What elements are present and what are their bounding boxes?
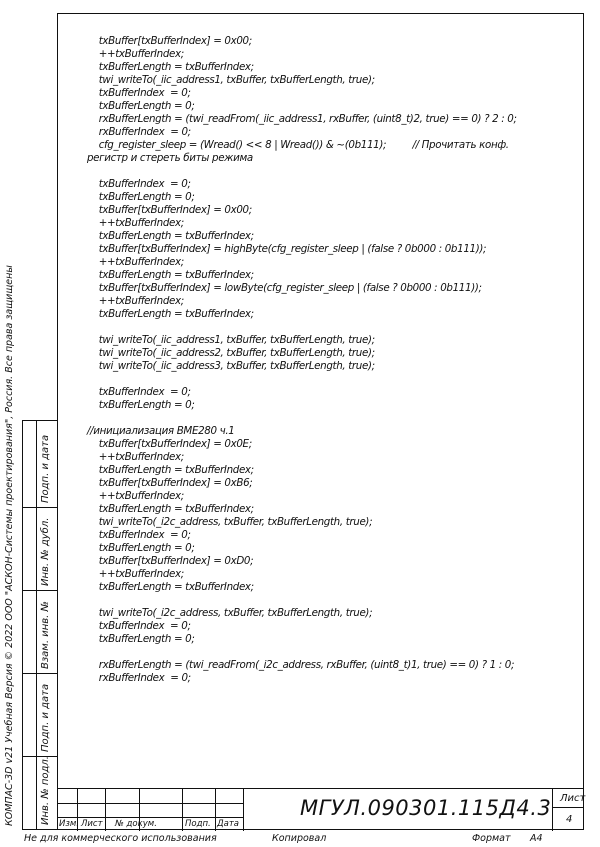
code-line: twi_writeTo(_iic_address1, txBuffer, txBufferLength, true); (87, 74, 375, 86)
code-blank-line (87, 646, 567, 659)
stamp-row-line (57, 803, 243, 804)
code-line: txBufferLength = 0; (87, 100, 195, 112)
code-blank-line (87, 594, 567, 607)
stamp-col-data: Дата (217, 819, 240, 829)
code-line: txBuffer[txBufferIndex] = 0x0E; (87, 438, 252, 450)
code-line: twi_writeTo(_i2c_address, txBuffer, txBufferLength, true); (87, 516, 373, 528)
stamp-col-list: Лист (81, 819, 103, 829)
copyright-vertical: КОМПАС-3D v21 Учебная Версия © 2022 ООО "АСКОН-Системы проектирования", Россия. Все права защищены (4, 265, 15, 826)
code-line: регистр и стереть биты режима (87, 152, 253, 164)
document-code: МГУЛ.090301.115Д4.3 (300, 796, 552, 820)
side-stamp-row-divider (22, 590, 58, 591)
stamp-col-line (243, 789, 244, 831)
stamp-col-line (215, 789, 216, 831)
code-line: rxBufferLength = (twi_readFrom(_iic_address1, rxBuffer, (uint8_t)2, true) == 0) ? 2 : 0; (87, 113, 517, 125)
code-line: twi_writeTo(_iic_address3, txBuffer, txBufferLength, true); (87, 360, 375, 372)
code-blank-line (87, 412, 567, 425)
code-line: twi_writeTo(_i2c_address, txBuffer, txBufferLength, true); (87, 607, 373, 619)
code-line: txBufferLength = 0; (87, 399, 195, 411)
sheet-number: 4 (566, 814, 573, 825)
code-line: ++txBufferIndex; (87, 256, 184, 268)
code-line: txBufferLength = txBufferIndex; (87, 230, 254, 242)
side-label-podp-i-data-top: Подп. и дата (40, 434, 51, 503)
footer-format-value: А4 (530, 833, 543, 844)
code-line: txBufferLength = txBufferIndex; (87, 581, 254, 593)
code-line: twi_writeTo(_iic_address2, txBuffer, txBufferLength, true); (87, 347, 375, 359)
stamp-col-line (552, 789, 553, 831)
code-line: txBuffer[txBufferIndex] = 0x00; (87, 204, 252, 216)
code-line: txBufferIndex = 0; (87, 178, 191, 190)
stamp-col-line (182, 789, 183, 831)
code-line: rxBufferIndex = 0; (87, 126, 191, 138)
code-line: rxBufferIndex = 0; (87, 672, 191, 684)
code-line: rxBufferLength = (twi_readFrom(_i2c_address, rxBuffer, (uint8_t)1, true) == 0) ? 1 : 0; (87, 659, 515, 671)
code-blank-line (87, 165, 567, 178)
code-line: txBuffer[txBufferIndex] = 0xB6; (87, 477, 253, 489)
code-line: txBuffer[txBufferIndex] = 0x00; (87, 35, 252, 47)
code-line: txBufferIndex = 0; (87, 529, 191, 541)
code-line: txBuffer[txBufferIndex] = 0xD0; (87, 555, 254, 567)
sheet-label: Лист (560, 793, 586, 804)
code-line: txBufferLength = 0; (87, 191, 195, 203)
side-label-inv-podl: Инв. № подл. (40, 756, 51, 825)
footer-noncommercial: Не для коммерческого использования (24, 833, 217, 844)
code-line: cfg_register_sleep = (Wread() << 8 | Wread()) & ~(0b111); // Прочитать конф. (87, 139, 509, 151)
side-label-vzam-inv: Взам. инв. № (40, 601, 51, 669)
code-line: ++txBufferIndex; (87, 295, 184, 307)
code-line: ++txBufferIndex; (87, 490, 184, 502)
code-line: ++txBufferIndex; (87, 451, 184, 463)
stamp-col-line (105, 789, 106, 831)
code-line: ++txBufferIndex; (87, 217, 184, 229)
code-line: txBufferLength = txBufferIndex; (87, 503, 254, 515)
code-line: txBufferIndex = 0; (87, 87, 191, 99)
code-line: txBuffer[txBufferIndex] = lowByte(cfg_register_sleep | (false ? 0b000 : 0b111)); (87, 282, 482, 294)
side-stamp-row-divider (22, 507, 58, 508)
code-line: txBuffer[txBufferIndex] = highByte(cfg_register_sleep | (false ? 0b000 : 0b111)); (87, 243, 487, 255)
side-label-inv-dubl: Инв. № дубл. (40, 517, 51, 586)
code-line: txBufferLength = txBufferIndex; (87, 464, 254, 476)
code-line: txBufferLength = txBufferIndex; (87, 308, 254, 320)
side-stamp-divider (36, 420, 37, 830)
code-line: twi_writeTo(_iic_address1, txBuffer, txBufferLength, true); (87, 334, 375, 346)
code-line: txBufferIndex = 0; (87, 620, 191, 632)
code-line: txBufferIndex = 0; (87, 386, 191, 398)
footer-copied: Копировал (272, 833, 327, 844)
code-line: txBufferLength = 0; (87, 542, 195, 554)
code-listing (87, 35, 567, 685)
side-stamp-row-divider (22, 673, 58, 674)
code-blank-line (87, 321, 567, 334)
side-label-podp-i-data-bottom: Подп. и дата (40, 683, 51, 752)
stamp-row-line (552, 807, 584, 808)
code-line: ++txBufferIndex; (87, 48, 184, 60)
code-blank-line (87, 373, 567, 386)
code-line: txBufferLength = txBufferIndex; (87, 61, 254, 73)
code-line: txBufferLength = 0; (87, 633, 195, 645)
stamp-row-line (57, 817, 243, 818)
stamp-col-podp: Подп. (185, 819, 211, 829)
code-line: ++txBufferIndex; (87, 568, 184, 580)
stamp-col-doc: № докум. (115, 819, 157, 829)
code-line: txBufferLength = txBufferIndex; (87, 269, 254, 281)
stamp-col-izm: Изм. (59, 819, 79, 829)
footer-format-label: Формат (472, 833, 511, 844)
code-line: //инициализация BME280 ч.1 (87, 425, 235, 437)
